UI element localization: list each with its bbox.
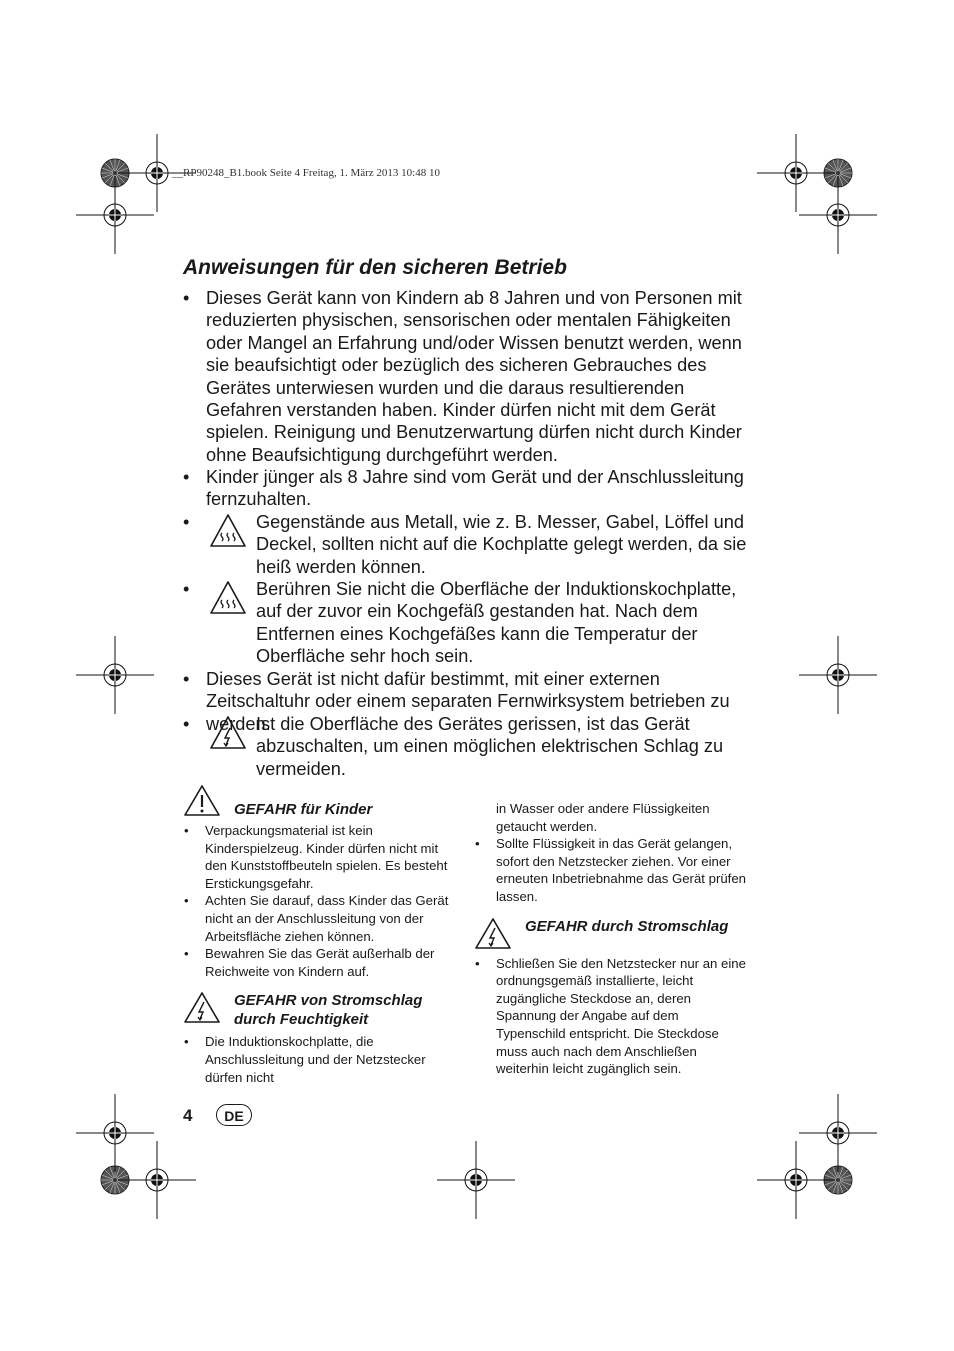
- list-item: [183, 892, 457, 945]
- crop-mark-middle-left: [76, 636, 154, 714]
- crop-mark-top-right: [757, 134, 835, 212]
- hot-surface-warning-icon: [209, 513, 247, 549]
- bullet: •: [184, 893, 189, 909]
- list-item: [183, 1033, 457, 1086]
- crop-mark-lower-left: [76, 1094, 154, 1172]
- electric-shock-warning-icon: [209, 715, 247, 751]
- instruction-text: Ist die Oberfläche des Gerätes gerissen, ist das Gerät abzuschalten, um einen möglichen elektrischen Schlag zu vermeiden.: [256, 714, 724, 779]
- section-title: GEFAHR durch Stromschlag: [525, 917, 729, 935]
- bullet: •: [475, 836, 480, 852]
- electric-shock-warning-icon: [183, 991, 221, 1025]
- exclamation-warning-icon: [183, 784, 221, 818]
- list-item-text: Sollte Flüssigkeit in das Gerät gelangen, sofort den Netzstecker ziehen. Vor einer erneuten Inbetriebnahme das Gerät prüfen lassen.: [496, 836, 746, 904]
- language-badge: DE: [216, 1104, 252, 1126]
- bullet: •: [475, 955, 480, 971]
- bullet: •: [183, 714, 190, 734]
- list-item: [474, 955, 750, 1078]
- instruction-item: [183, 511, 753, 578]
- bullet: •: [184, 823, 189, 838]
- instruction-item: [183, 713, 753, 780]
- bullet: •: [184, 1034, 189, 1050]
- instruction-text: Berühren Sie nicht die Oberfläche der Induktionskochplatte, auf der zuvor ein Kochgefäß gestanden hat. Nach dem Entfernen eines Kochgefäßes kann die Temperatur der Oberfläche sehr hoch sein.: [256, 579, 737, 667]
- bullet: •: [183, 512, 190, 532]
- instruction-item: [183, 466, 753, 511]
- section-heading-children: [183, 784, 457, 822]
- print-header: __RP90248_B1.book Seite 4 Freitag, 1. März 2013 10:48 10: [172, 167, 440, 179]
- crop-mark-bottom-left: [118, 1141, 196, 1219]
- list-item-text: Bewahren Sie das Gerät außerhalb der Reichweite von Kindern auf.: [205, 946, 435, 979]
- section-heading-moisture: [183, 991, 457, 1029]
- instruction-item: [183, 578, 753, 668]
- left-column: [183, 784, 457, 1086]
- list-item-text: Achten Sie darauf, dass Kinder das Gerät nicht an der Anschlussleitung von der Arbeitsfläche ziehen können.: [205, 893, 449, 944]
- instruction-item: [183, 287, 753, 466]
- list-item-text: Verpackungsmaterial ist kein Kinderspielzeug. Kinder dürfen nicht mit den Kunststoffbeuteln spielen. Es besteht Erstickungsgefahr.: [205, 823, 448, 891]
- list-item-text: Die Induktionskochplatte, die Anschlussleitung und der Netzstecker dürfen nicht: [205, 1034, 426, 1085]
- list-item-text: Schließen Sie den Netzstecker nur an eine ordnungsgemäß installierte, leicht zugängliche Steckdose an, deren Spannung der Angabe auf dem Typenschild entspricht. Die Steckdose muss auch nach dem Anschließen weiterhin leicht zugänglich sein.: [496, 955, 746, 1077]
- crop-mark-bottom-center: [437, 1141, 515, 1219]
- right-column: [474, 800, 750, 1078]
- crop-mark-upper-left: [76, 176, 154, 254]
- instruction-text: Gegenstände aus Metall, wie z. B. Messer, Gabel, Löffel und Deckel, sollten nicht auf die Kochplatte gelegt werden, da sie heiß werden können.: [256, 512, 747, 577]
- section-title: GEFAHR für Kinder: [234, 801, 373, 818]
- page-number: 4: [183, 1106, 193, 1125]
- bullet: •: [183, 579, 190, 599]
- bullet: •: [183, 669, 190, 689]
- continued-text: in Wasser oder andere Flüssigkeiten getaucht werden.: [496, 801, 710, 834]
- page-title: Anweisungen für den sicheren Betrieb: [183, 256, 567, 279]
- section-title: GEFAHR von Stromschlag durch Feuchtigkeit: [234, 992, 423, 1029]
- instruction-text: Kinder jünger als 8 Jahre sind vom Gerät und der Anschlussleitung fernzuhalten.: [206, 467, 744, 510]
- bullet: •: [183, 467, 190, 487]
- bullet: •: [184, 946, 189, 962]
- section-heading-electric: [474, 917, 750, 955]
- instruction-text: Dieses Gerät kann von Kindern ab 8 Jahren und von Personen mit reduzierten physischen, sensorischen oder mentalen Fähigkeiten oder Mangel an Erfahrung und/oder Wissen benutzt werden, wenn sie beaufsichtigt oder bezüglich des sicheren Gebrauches des Gerätes unterwiesen wurden und die daraus resultierenden Gefahren verstanden haben. Kinder dürfen nicht mit dem Gerät spielen. Reinigung und Benutzerwartung dürfen nicht durch Kinder ohne Beaufsichtigung durchgeführt werden.: [206, 288, 742, 465]
- electric-shock-warning-icon: [474, 917, 512, 951]
- bullet: •: [183, 288, 190, 308]
- crop-mark-bottom-right: [757, 1141, 835, 1219]
- list-item: [183, 945, 457, 980]
- instruction-text: Dieses Gerät ist nicht dafür bestimmt, mit einer externen Zeitschaltuhr oder einem separaten Fernwirksystem betrieben zu werden.: [206, 669, 730, 734]
- hot-surface-warning-icon: [209, 580, 247, 616]
- list-item: [474, 835, 750, 905]
- crop-mark-lower-right: [799, 1094, 877, 1172]
- list-item: [183, 822, 457, 892]
- crop-mark-upper-right: [799, 176, 877, 254]
- crop-mark-middle-right: [799, 636, 877, 714]
